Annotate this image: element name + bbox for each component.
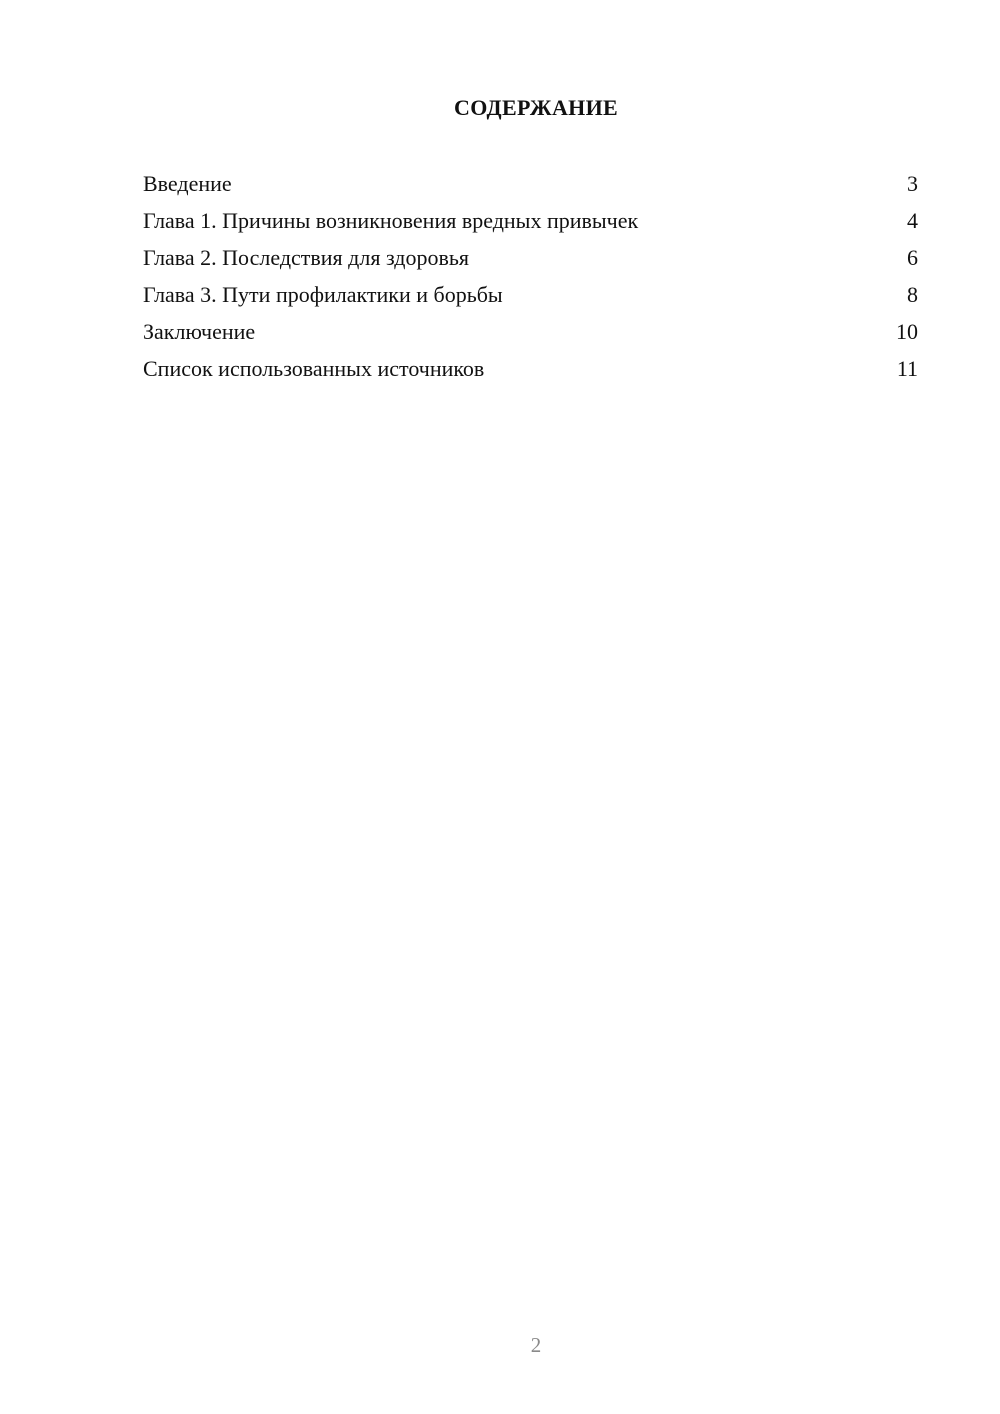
toc-entry-label: Заключение [143, 319, 256, 344]
toc-entry-page: 4 [907, 208, 918, 233]
toc-entry-label: Глава 1. Причины возникновения вредных привычек [143, 208, 639, 233]
toc-entry-references [143, 355, 918, 392]
toc-entry-label: Глава 2. Последствия для здоровья [143, 245, 469, 270]
toc-entry-page: 8 [907, 282, 918, 307]
toc-entry-conclusion [143, 318, 918, 355]
toc-entry-chapter-3 [143, 281, 918, 318]
table-of-contents [143, 170, 918, 392]
toc-entry-page: 6 [907, 245, 918, 270]
toc-entry-page: 3 [907, 171, 918, 196]
toc-entry-label: Введение [143, 171, 232, 196]
page-number: 2 [530, 1333, 542, 1357]
toc-entry-introduction [143, 170, 918, 207]
toc-entry-label: Глава 3. Пути профилактики и борьбы [143, 282, 503, 307]
toc-entry-page: 10 [896, 319, 918, 344]
toc-entry-label: Список использованных источников [143, 356, 485, 381]
toc-entry-chapter-2 [143, 244, 918, 281]
toc-entry-page: 11 [896, 356, 918, 381]
page-title: СОДЕРЖАНИЕ [454, 95, 618, 120]
toc-entry-chapter-1 [143, 207, 918, 244]
